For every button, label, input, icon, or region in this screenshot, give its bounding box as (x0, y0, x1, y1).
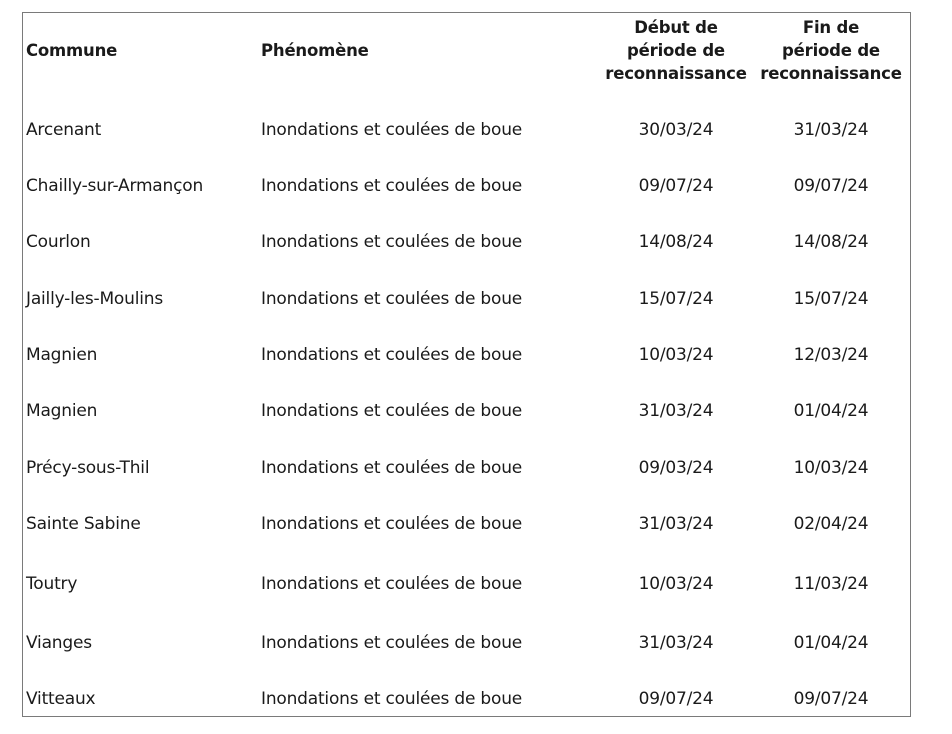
table-row (23, 396, 910, 426)
cell-phenomene: Inondations et coulées de boue (261, 176, 523, 196)
cell-debut: 09/07/24 (638, 689, 714, 709)
header-phenomene: Phénomène (261, 41, 369, 60)
cell-debut: 15/07/24 (638, 289, 714, 309)
cell-commune: Jailly-les-Moulins (26, 289, 163, 309)
cell-commune: Précy-sous-Thil (26, 458, 150, 478)
cell-phenomene: Inondations et coulées de boue (261, 574, 523, 594)
cell-debut: 10/03/24 (638, 345, 714, 365)
table (22, 12, 911, 717)
cell-commune: Magnien (26, 401, 98, 421)
cell-debut: 09/07/24 (638, 176, 714, 196)
cell-debut: 30/03/24 (638, 120, 714, 140)
cell-fin: 15/07/24 (793, 289, 869, 309)
cell-fin: 01/04/24 (793, 633, 869, 653)
cell-debut: 31/03/24 (638, 514, 714, 534)
table-row (23, 569, 910, 599)
cell-fin: 02/04/24 (793, 514, 869, 534)
header-debut: Début de période de reconnaissance (605, 18, 747, 83)
cell-phenomene: Inondations et coulées de boue (261, 689, 523, 709)
cell-commune: Sainte Sabine (26, 514, 141, 534)
cell-phenomene: Inondations et coulées de boue (261, 289, 523, 309)
table-row (23, 284, 910, 314)
cell-debut: 10/03/24 (638, 574, 714, 594)
cell-commune: Courlon (26, 232, 91, 252)
cell-debut: 31/03/24 (638, 401, 714, 421)
table-row (23, 509, 910, 539)
cell-phenomene: Inondations et coulées de boue (261, 458, 523, 478)
cell-fin: 01/04/24 (793, 401, 869, 421)
cell-fin: 09/07/24 (793, 689, 869, 709)
cell-commune: Vitteaux (26, 689, 96, 709)
cell-commune: Vianges (26, 633, 92, 653)
table-row (23, 453, 910, 483)
table-row (23, 227, 910, 257)
cell-phenomene: Inondations et coulées de boue (261, 514, 523, 534)
cell-fin: 11/03/24 (793, 574, 869, 594)
cell-fin: 14/08/24 (793, 232, 869, 252)
cell-commune: Toutry (26, 574, 78, 594)
cell-debut: 14/08/24 (638, 232, 714, 252)
cell-phenomene: Inondations et coulées de boue (261, 120, 523, 140)
cell-fin: 10/03/24 (793, 458, 869, 478)
cell-phenomene: Inondations et coulées de boue (261, 345, 523, 365)
table-header (23, 13, 910, 95)
table-row (23, 684, 910, 714)
cell-phenomene: Inondations et coulées de boue (261, 633, 523, 653)
cell-debut: 09/03/24 (638, 458, 714, 478)
table-row (23, 115, 910, 145)
table-row (23, 340, 910, 370)
header-commune: Commune (26, 41, 118, 60)
cell-fin: 09/07/24 (793, 176, 869, 196)
table-row (23, 628, 910, 658)
cell-phenomene: Inondations et coulées de boue (261, 232, 523, 252)
cell-debut: 31/03/24 (638, 633, 714, 653)
cell-commune: Arcenant (26, 120, 102, 140)
cell-fin: 31/03/24 (793, 120, 869, 140)
header-fin: Fin de période de reconnaissance (760, 18, 902, 83)
table-row (23, 171, 910, 201)
cell-commune: Chailly-sur-Armançon (26, 176, 204, 196)
cell-phenomene: Inondations et coulées de boue (261, 401, 523, 421)
cell-fin: 12/03/24 (793, 345, 869, 365)
cell-commune: Magnien (26, 345, 98, 365)
